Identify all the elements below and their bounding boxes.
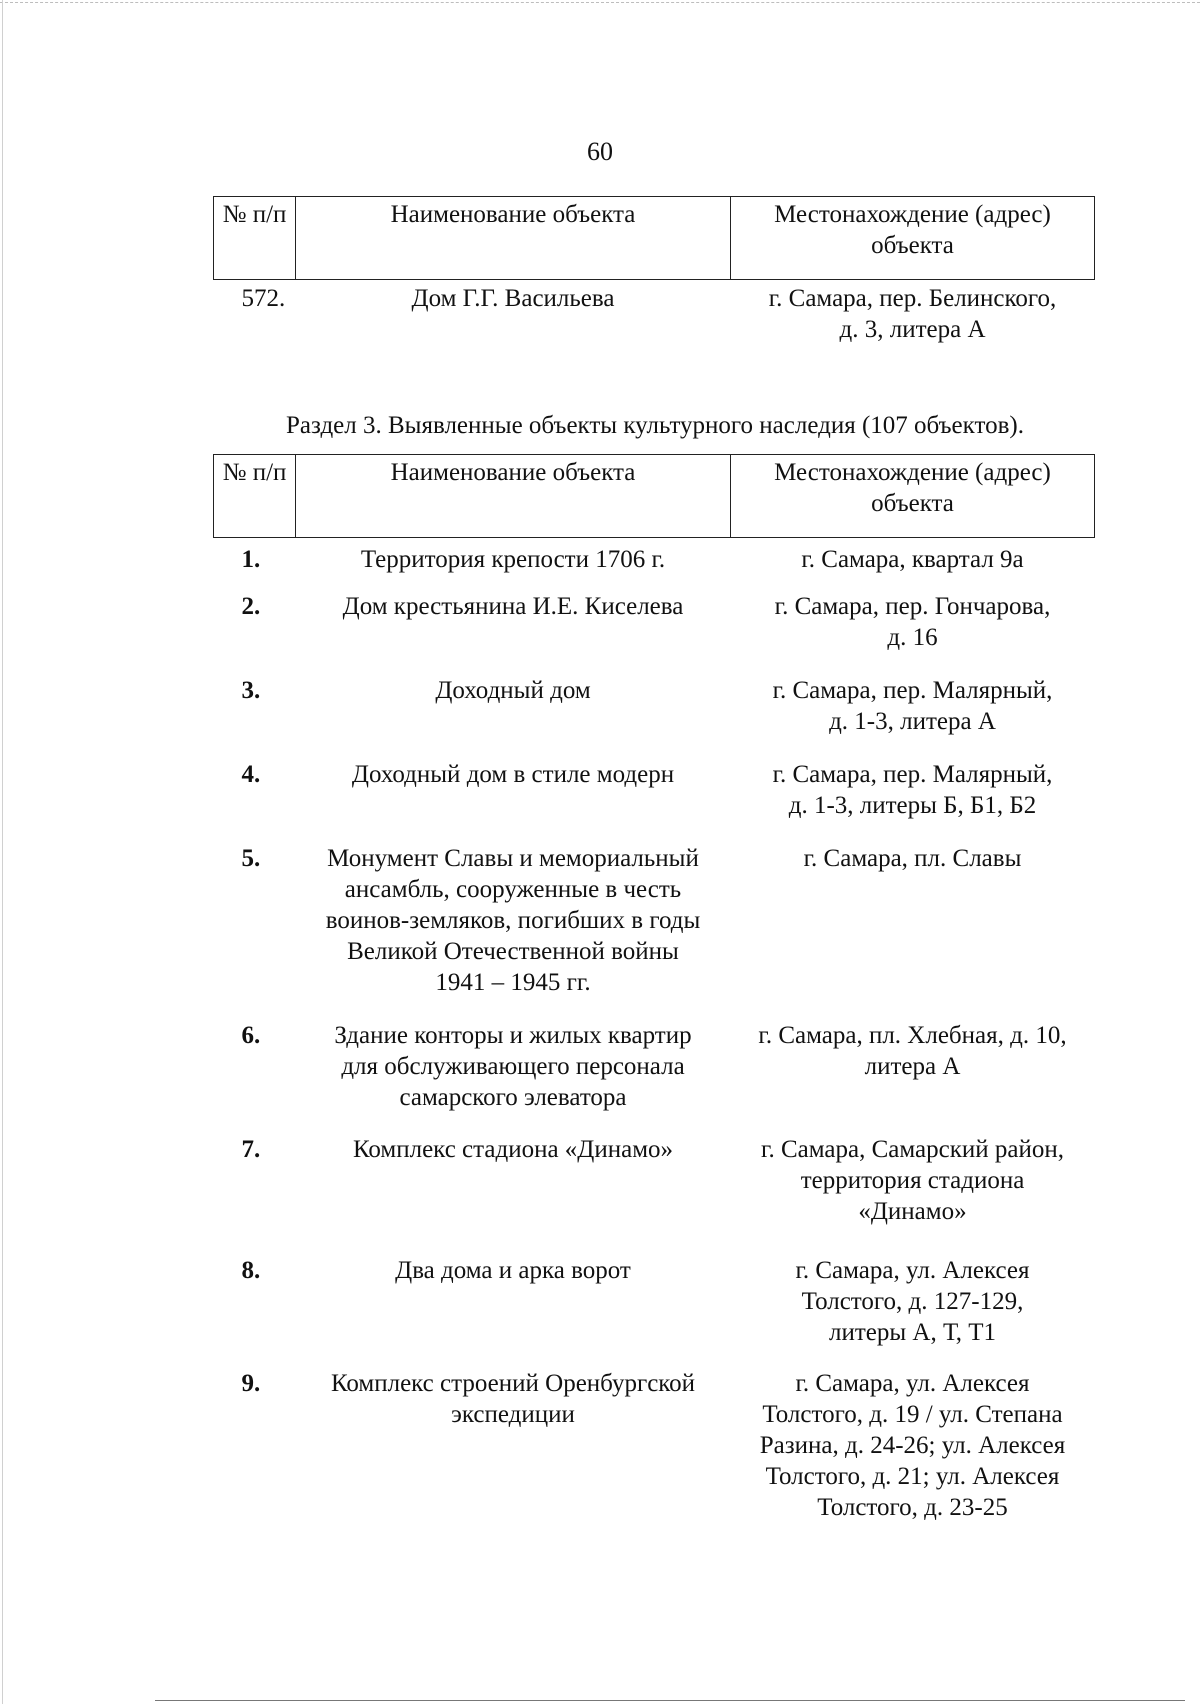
row-number: 2. — [241, 592, 261, 620]
heritage-objects-table — [213, 454, 1095, 1528]
object-address: г. Самара, пер. Малярный, д. 1-3, литеры Б, Б1, Б2 — [772, 760, 1053, 819]
object-address: г. Самара, пл. Славы — [803, 844, 1022, 872]
row-number: 9. — [241, 1369, 261, 1397]
object-address: г. Самара, пер. Малярный, д. 1-3, литера А — [772, 676, 1053, 735]
object-name: Доходный дом в стиле модерн — [351, 760, 675, 788]
header-name: Наименование объекта — [296, 197, 731, 280]
page-number: 60 — [587, 137, 613, 166]
object-name: Дом крестьянина И.Е. Киселева — [342, 592, 684, 620]
header-num: № п/п — [214, 197, 296, 280]
object-name: Доходный дом — [435, 676, 591, 704]
object-name: Монумент Славы и мемориальный ансамбль, сооруженные в честь воинов-земляков, погибших в годы Великой Отечественной войны 1941 – 1945 гг. — [325, 844, 701, 996]
scan-edge-bottom — [155, 1700, 1185, 1701]
table-row — [214, 1255, 1095, 1368]
table-row — [214, 1134, 1095, 1255]
table-row — [214, 759, 1095, 843]
object-name: Здание конторы и жилых квартир для обслуживающего персонала самарского элеватора — [334, 1021, 692, 1111]
object-name: Территория крепости 1706 г. — [360, 546, 666, 573]
object-name: Два дома и арка ворот — [395, 1256, 631, 1284]
table-row — [214, 591, 1095, 675]
scan-edge-top — [0, 2, 1200, 3]
row-number: 3. — [241, 676, 261, 704]
row-number: 6. — [241, 1021, 261, 1049]
table-row — [214, 675, 1095, 759]
row-number: 5. — [241, 844, 261, 872]
header-address: Местонахождение (адрес) объекта — [731, 197, 1095, 280]
row-number: 4. — [241, 760, 261, 788]
row-number: 572. — [241, 285, 286, 312]
table-row — [214, 1368, 1095, 1528]
table-header-row — [214, 197, 1095, 280]
object-name: Комплекс строений Оренбургской экспедиции — [330, 1369, 696, 1428]
row-number: 7. — [241, 1135, 261, 1163]
table-row — [214, 1020, 1095, 1134]
table-row — [214, 538, 1095, 591]
object-name: Комплекс стадиона «Динамо» — [352, 1135, 674, 1163]
continued-table — [213, 196, 1095, 345]
table-header-row — [214, 455, 1095, 538]
table-row — [214, 280, 1095, 346]
object-address: г. Самара, квартал 9а — [801, 546, 1024, 573]
table-row — [214, 843, 1095, 1020]
row-number: 8. — [241, 1256, 261, 1284]
object-address: г. Самара, пер. Гончарова, д. 16 — [774, 592, 1051, 651]
row-number: 1. — [241, 546, 261, 573]
object-address: г. Самара, пл. Хлебная, д. 10, литера А — [758, 1021, 1067, 1080]
object-address: г. Самара, Самарский район, территория стадиона «Динамо» — [761, 1135, 1064, 1225]
section-title: Раздел 3. Выявленные объекты культурного наследия (107 объектов). — [286, 412, 1024, 439]
object-address: г. Самара, пер. Белинского, д. 3, литера А — [768, 285, 1057, 343]
scan-edge-left — [2, 0, 3, 1704]
header-name: Наименование объекта — [296, 455, 731, 538]
object-address: г. Самара, ул. Алексея Толстого, д. 127-129, литеры А, Т, Т1 — [795, 1256, 1030, 1346]
header-num: № п/п — [214, 455, 296, 538]
object-address: г. Самара, ул. Алексея Толстого, д. 19 / ул. Степана Разина, д. 24-26; ул. Алексея Толстого, д. 21; ул. Алексея Толстого, д. 23-25 — [759, 1369, 1066, 1521]
object-name: Дом Г.Г. Васильева — [411, 285, 615, 312]
header-address: Местонахождение (адрес) объекта — [731, 455, 1095, 538]
